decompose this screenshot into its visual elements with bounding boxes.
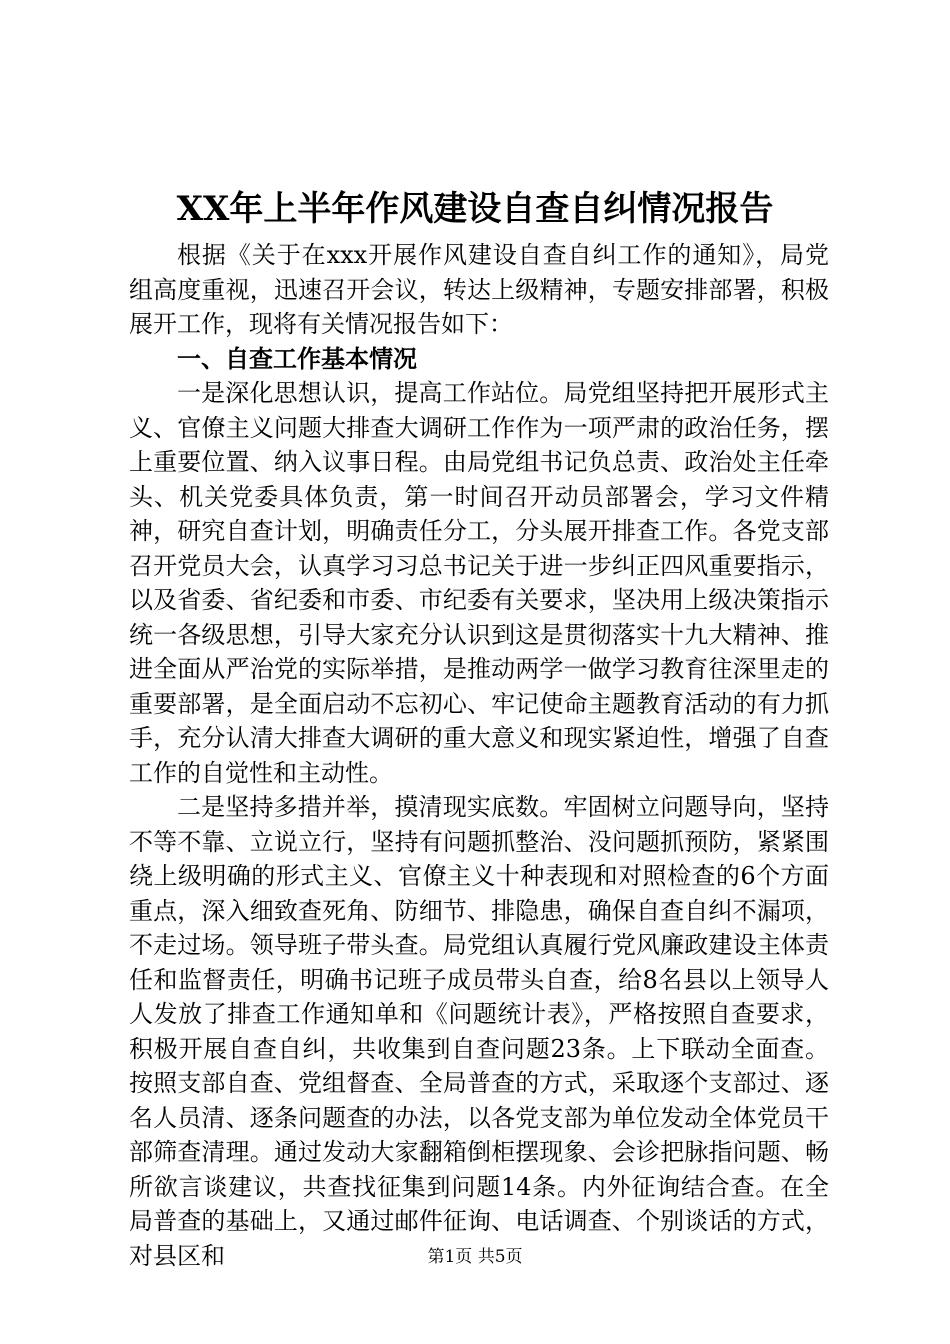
- body-paragraph-1: 一是深化思想认识，提高工作站位。局党组坚持把开展形式主义、官僚主义问题大排查大调研工作作为一项严肃的政治任务，摆上重要位置、纳入议事日程。由局党组书记负总责、政治处主任牵头、机关党委具体负责，第一时间召开动员部署会，学习文件精神，研究自查计划，明确责任分工，分头展开排查工作。各党支部召开党员大会，认真学习习总书记关于进一步纠正四风重要指示，以及省委、省纪委和市委、市纪委有关要求，坚决用上级决策指示统一各级思想，引导大家充分认识到这是贯彻落实十九大精神、推进全面从严治党的实际举措，是推动两学一做学习教育往深里走的重要部署，是全面启动不忘初心、牢记使命主题教育活动的有力抓手，充分认清大排查大调研的重大意义和现实紧迫性，增强了自查工作的自觉性和主动性。: [129, 379, 829, 787]
- section-heading: 一、自查工作基本情况: [177, 343, 417, 373]
- intro-paragraph: 根据《关于在xxx开展作风建设自查自纠工作的通知》，局党组高度重视，迅速召开会议，转达上级精神，专题安排部署，积极展开工作，现将有关情况报告如下：: [129, 241, 829, 338]
- document-body: [129, 238, 829, 1273]
- document-title: XX年上半年作风建设自查自纠情况报告: [176, 189, 774, 229]
- page-number-footer: 第1页 共5页: [427, 1247, 523, 1267]
- body-paragraph-2: 二是坚持多措并举，摸清现实底数。牢固树立问题导向，坚持不等不靠、立说立行，坚持有问题抓整治、没问题抓预防，紧紧围绕上级明确的形式主义、官僚主义十种表现和对照检查的6个方面重点，深入细致查死角、防细节、排隐患，确保自查自纠不漏项，不走过场。领导班子带头查。局党组认真履行党风廉政建设主体责任和监督责任，明确书记班子成员带头自查，给8名县以上领导人人发放了排查工作通知单和《问题统计表》，严格按照自查要求，积极开展自查自纠，共收集到自查问题23条。上下联动全面查。按照支部自查、党组督查、全局普查的方式，采取逐个支部过、逐名人员清、逐条问题查的办法，以各党支部为单位发动全体党员干部筛查清理。通过发动大家翻箱倒柜摆现象、会诊把脉指问题、畅所欲言谈建议，共查找征集到问题14条。内外征询结合查。在全局普查的基础上，又通过邮件征询、电话调查、个别谈话的方式，对县区和: [129, 793, 829, 1270]
